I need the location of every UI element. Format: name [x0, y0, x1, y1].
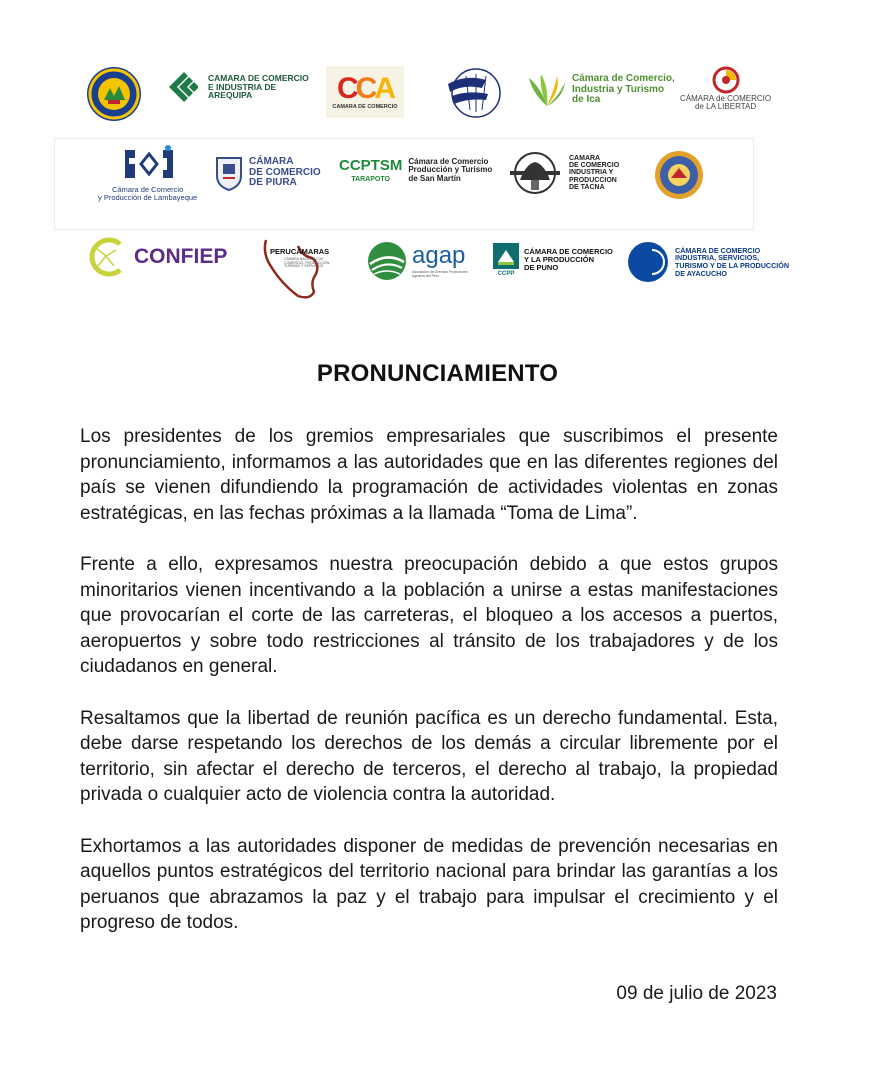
logo-camara-ica: [527, 72, 675, 108]
agap-text: [412, 241, 472, 278]
puno-mark-block: [492, 242, 520, 277]
piura-shield-icon: [214, 154, 244, 192]
tacna-text: [569, 155, 619, 192]
libertad-line2: de LA LIBERTAD: [695, 102, 757, 112]
piura-line2: DE COMERCIO: [249, 166, 321, 178]
arequipa-text: [208, 74, 309, 101]
logo-ccp: [436, 66, 516, 120]
tacna-line1: CAMARA: [569, 154, 601, 162]
logo-camara-ayacucho: [626, 240, 789, 284]
ayacucho-swirl-icon: [626, 240, 670, 284]
ica-text: [572, 74, 675, 106]
puno-text: [524, 248, 613, 272]
ccp-globe-icon: [436, 66, 516, 120]
agap-globe-icon: [366, 240, 408, 282]
ccptsm-line1: Cámara de Comercio: [408, 157, 489, 166]
puno-line1: CÁMARA DE COMERCIO: [524, 246, 613, 256]
tacna-line5: DE TACNA: [569, 184, 605, 192]
libertad-emblem-icon: [712, 66, 740, 94]
document-date: 09 de julio de 2023: [616, 983, 777, 1004]
confiep-c-icon: [84, 234, 130, 280]
ica-line1: Cámara de Comercio,: [572, 73, 675, 85]
paragraph-1: Los presidentes de los gremios empresariales que suscribimos el presente pronunciamiento, informamos a las autoridades que en las diferentes regiones del país se vienen difundiendo la programación de actividades violentas en zonas estratégicas, en las fechas próximas a la llamada “Toma de Lima”.: [80, 426, 778, 524]
paragraph-3: Resaltamos que la libertad de reunión pacífica es un derecho fundamental. Esta, debe darse respetando los derechos de los demás a circular libremente por el territorio, sin afectar el derecho de terceros, el derecho al trabajo, la propiedad privada o cualquier acto de violencia contra la autoridad.: [80, 707, 778, 805]
confiep-name: CONFIEP: [134, 244, 228, 268]
ccptsm-line3: de San Martín: [408, 173, 461, 183]
ccptsm-mark-block: [339, 158, 402, 183]
agap-sub: Asociación de Gremios Productores Agrarios del Perú: [412, 269, 468, 278]
paragraph-2: Frente a ello, expresamos nuestra preocupación debido a que estos grupos minoritarios vienen incentivando a la población a unirse a estas manifestaciones que provocarían el corte de las carreteras, el bloqueo a los accesos a puertos, aeropuertos y sobre todo restricciones al tránsito de los trabajadores y de los ciudadanos en general.: [80, 554, 778, 677]
logo-camara-piura: [214, 154, 321, 192]
logo-perucamaras: [258, 234, 338, 304]
ayacucho-text: [675, 247, 789, 277]
arequipa-chevrons-icon: [165, 68, 203, 106]
lambayeque-line2: y Producción de Lambayeque: [98, 192, 198, 202]
paragraph-4: Exhortamos a las autoridades disponer de medidas de prevención necesarias en aquellos puntos estratégicos del territorio nacional para brindar las garantías a los peruanos que abrazamos la paz y el trabajo para impulsar el crecimiento y el progreso de todos.: [80, 835, 778, 933]
tacna-emblem-icon: [506, 150, 564, 196]
cca-sub: CAMARA DE COMERCIO: [332, 103, 398, 110]
page-title: PRONUNCIAMIENTO: [316, 360, 559, 387]
logo-camara-apurimac: [86, 66, 142, 122]
ayacucho-line1: CÁMARA DE COMERCIO: [675, 245, 761, 255]
perucamaras-name: PERUCÁMARAS: [270, 247, 330, 256]
logo-confiep: [84, 234, 227, 280]
puno-line3: DE PUNO: [524, 262, 559, 272]
logo-camara-round-seal: [654, 150, 704, 200]
logo-camara-libertad: [680, 66, 771, 112]
puno-emblem-icon: [492, 242, 520, 270]
puno-line2: Y LA PRODUCCIÓN: [524, 254, 595, 264]
logo-camara-tacna: [506, 150, 619, 196]
ayacucho-line3: TURISMO Y DE LA PRODUCCIÓN: [675, 261, 790, 270]
lambayeque-glyphs-icon: [119, 144, 177, 184]
ccptsm-city: TARAPOTO: [351, 175, 390, 183]
piura-line3: DE PIURA: [249, 177, 297, 189]
ica-leaves-icon: [527, 72, 567, 108]
ayacucho-line2: INDUSTRIA, SERVICIOS,: [675, 253, 760, 263]
cca-mark: CCA: [336, 71, 393, 105]
tacna-line2: DE COMERCIO: [569, 161, 620, 169]
ica-line2: Industria y Turismo: [572, 83, 665, 95]
logo-camara-arequipa: [165, 68, 309, 106]
logo-agap: [366, 240, 472, 282]
arequipa-line2: E INDUSTRIA DE: [208, 81, 277, 92]
ayacucho-line4: DE AYACUCHO: [675, 268, 727, 278]
agap-name: agap: [412, 241, 466, 269]
ccptsm-mark: CCPTSM: [339, 157, 403, 175]
tacna-line3: INDUSTRIA Y: [569, 169, 614, 177]
puno-mark: CCPP: [497, 271, 515, 277]
lambayeque-line1: Cámara de Comercio: [111, 185, 184, 194]
tacna-line4: PRODUCCION: [569, 176, 617, 184]
ica-line3: de Ica: [572, 94, 601, 106]
ccptsm-text: [408, 158, 492, 183]
logo-ccptsm: [339, 158, 492, 183]
apurimac-seal-icon: [86, 66, 142, 122]
round-seal-icon: [654, 150, 704, 200]
libertad-text: [680, 95, 771, 112]
arequipa-line3: AREQUIPA: [208, 90, 253, 101]
ccptsm-line2: Producción y Turismo: [408, 165, 493, 175]
document-body: [80, 424, 778, 962]
lambayeque-text: [98, 186, 197, 202]
logo-camara-puno: [492, 242, 613, 277]
libertad-line1: CÁMARA de COMERCIO: [680, 94, 772, 103]
piura-line1: CÁMARA: [249, 156, 294, 168]
logo-camara-lambayeque: [98, 144, 197, 202]
logo-cca: [326, 66, 404, 118]
piura-text: [249, 157, 321, 189]
arequipa-line1: CAMARA DE COMERCIO: [208, 72, 309, 83]
perucamaras-sub: CÁMARA NACIONAL DE COMERCIO, PRODUCCIÓN, TURISMO Y SERVICIOS: [284, 257, 331, 269]
